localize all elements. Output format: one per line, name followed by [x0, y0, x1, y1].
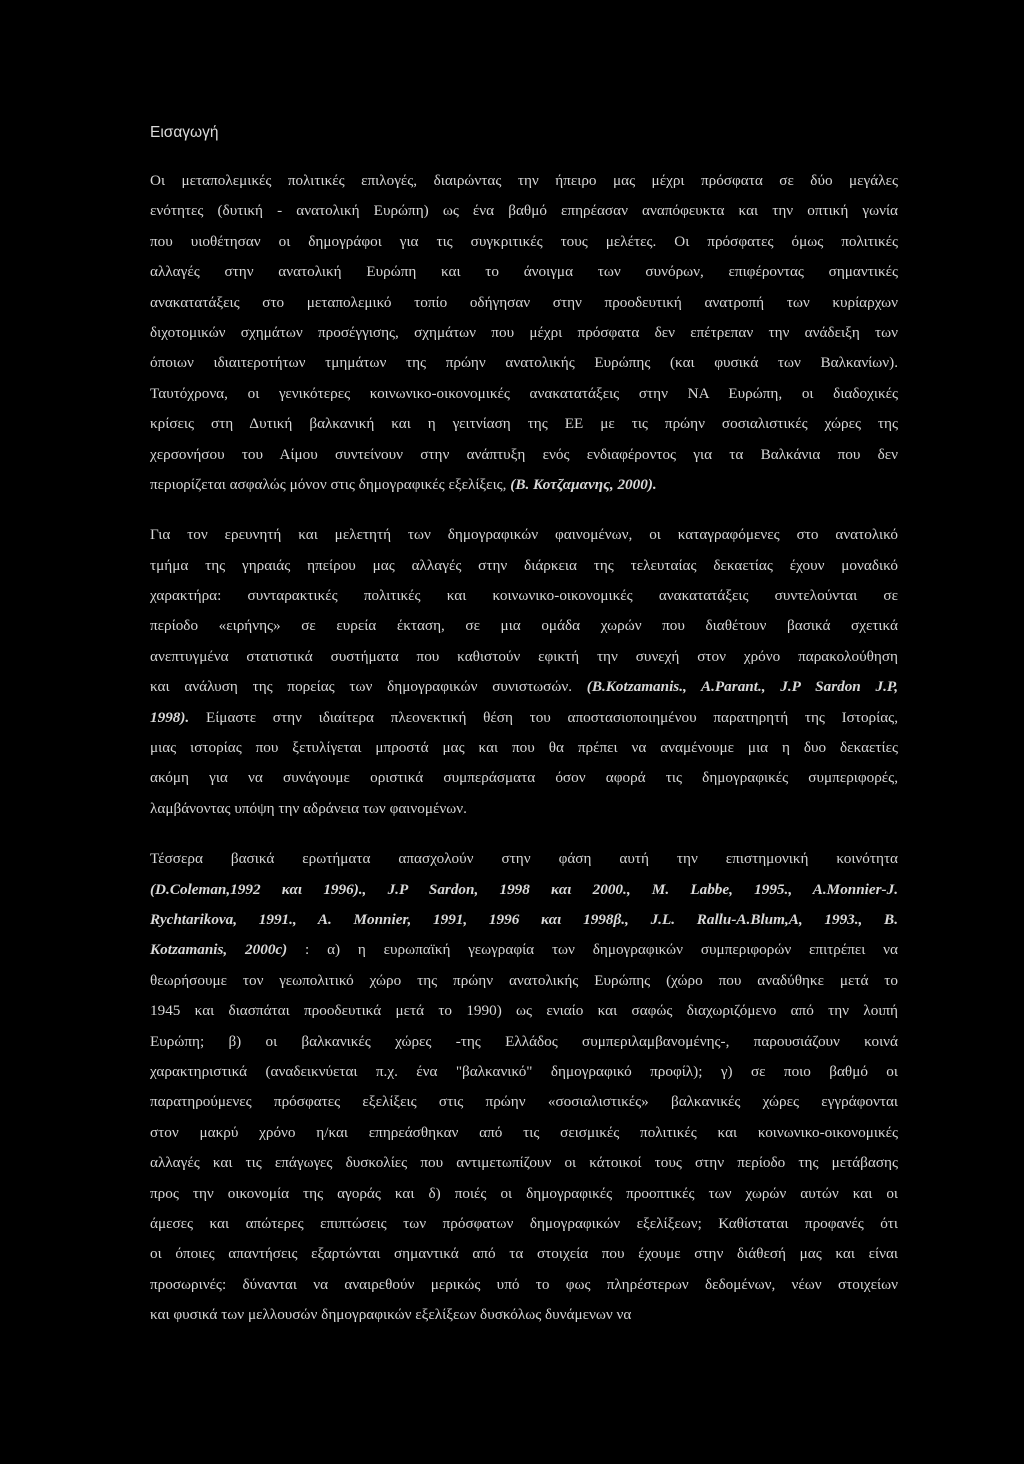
body-text: Τέσσερα βασικά ερωτήματα απασχολούν στην φάση αυτή την επιστημονική κοινότητα: [150, 850, 898, 868]
text-line: [150, 1057, 898, 1087]
text-line: [150, 257, 898, 287]
body-text: λαμβάνοντας υπόψη την αδράνεια των φαινομένων.: [150, 799, 467, 817]
page-title: Εισαγωγή: [150, 124, 219, 141]
text-line: [150, 227, 898, 257]
citation-text: Kotzamanis, 2000c): [150, 941, 288, 959]
text-line: [150, 1087, 898, 1117]
body-text: ακόμη για να συνάγουμε οριστικά συμπεράσματα όσον αφορά τις δημογραφικές συμπεριφορές,: [150, 769, 898, 787]
text-line: [150, 733, 898, 763]
body-text: προς την οικονομία της αγοράς και δ) ποιές οι δημογραφικές προοπτικές των χωρών αυτών και οι: [150, 1184, 898, 1202]
body-text: χερσονήσου του Αίμου συντείνουν στην ανάπτυξη ενός ενδιαφέροντος για τα Βαλκάνια που δεν: [150, 445, 898, 463]
body-text: και ανάλυση της πορείας των δημογραφικών συνιστωσών.: [150, 678, 587, 696]
body-text: προσωρινές: δύνανται να αναιρεθούν μερικώς υπό το φως πληρέστερων δεδομένων, νέων στοιχείων: [150, 1275, 898, 1293]
paragraph-gap: [150, 824, 898, 844]
body-text: παρατηρούμενες πρόσφατες εξελίξεις στις πρώην «σοσιαλιστικές» βαλκανικές χώρες εγγράφονται: [150, 1093, 898, 1111]
text-line: [150, 470, 898, 500]
body-text: Για τον ερευνητή και μελετητή των δημογραφικών φαινομένων, οι καταγραφόμενες στο ανατολικό: [150, 526, 898, 544]
body-text: : α) η ευρωπαϊκή γεωγραφία των δημογραφικών συμπεριφορών επιτρέπει να: [287, 941, 898, 959]
body-text: τμήμα της γηραιάς ηπείρου μας αλλαγές στην διάρκεια της τελευταίας δεκαετίας έχουν μοναδικό: [150, 556, 898, 574]
body-text: χαρακτηριστικά (αναδεικνύεται π.χ. ένα "βαλκανικό" δημογραφικό προφίλ); γ) σε ποιο βαθμό οι: [150, 1062, 898, 1080]
text-line: [150, 1118, 898, 1148]
body-text: μιας ιστορίας που ξετυλίγεται μπροστά μας και που θα πρέπει να αναμένουμε μια η δυο δεκαετίες: [150, 739, 898, 757]
text-line: [150, 703, 898, 733]
text-line: [150, 1209, 898, 1239]
body-text: όποιων ιδιαιτεροτήτων τμημάτων της πρώην ανατολικής Ευρώπης (και φυσικά των Βαλκανίων).: [150, 354, 898, 372]
text-line: [150, 642, 898, 672]
text-line: [150, 611, 898, 641]
body-text: περίοδο «ειρήνης» σε ευρεία έκταση, σε μια ομάδα χωρών που διαθέτουν βασικά σχετικά: [150, 617, 898, 635]
body-text: Ευρώπη; β) οι βαλκανικές χώρες -της Ελλάδος συμπεριλαμβανομένης-, παρουσιάζουν κοινά: [150, 1032, 898, 1050]
body-text: αλλαγές στην ανατολική Ευρώπη και το άνοιγμα των συνόρων, επιφέροντας σημαντικές: [150, 263, 898, 281]
paragraph: [150, 166, 898, 500]
citation-text: (Β. Κοτζαμανης, 2000).: [510, 475, 657, 493]
body-text: άμεσες και απώτερες επιπτώσεις των πρόσφατων δημογραφικών εξελίξεων; Καθίσταται προφανές ότι: [150, 1214, 898, 1232]
text-line: [150, 1148, 898, 1178]
body-text: στον μακρύ χρόνο η/και επηρεάσθηκαν από τις σεισμικές πολιτικές και κοινωνικο-οικονομικές: [150, 1123, 898, 1141]
body-text: περιορίζεται ασφαλώς μόνον στις δημογραφικές εξελίξεις,: [150, 475, 511, 493]
text-line: [150, 440, 898, 470]
text-line: [150, 905, 898, 935]
document-page: [150, 118, 898, 1330]
body-text: που υιοθέτησαν οι δημογράφοι για τις συγκριτικές τους μελέτες. Οι πρόσφατες όμως πολιτικές: [150, 232, 898, 250]
text-line: [150, 196, 898, 226]
text-line: [150, 672, 898, 702]
body-text: χαρακτήρα: συνταρακτικές πολιτικές και κοινωνικο-οικονομικές ανακατατάξεις συντελούνται σε: [150, 587, 898, 605]
citation-text: 1998).: [150, 708, 190, 726]
text-line: [150, 288, 898, 318]
body-text: Οι μεταπολεμικές πολιτικές επιλογές, διαιρώντας την ήπειρο μας μέχρι πρόσφατα σε δύο μεγάλες: [150, 172, 898, 189]
body-text: κρίσεις στη Δυτική βαλκανική και η γειτνίαση της ΕΕ με τις πρώην σοσιαλιστικές χώρες της: [150, 415, 898, 433]
text-line: [150, 581, 898, 611]
text-line: [150, 551, 898, 581]
body-text: Ταυτόχρονα, οι γενικότερες κοινωνικο-οικονομικές ανακατατάξεις στην ΝΑ Ευρώπη, οι διαδοχικές: [150, 384, 898, 402]
body-text: διχοτομικών σχημάτων προσέγγισης, σχημάτων που μέχρι πρόσφατα δεν επέτρεπαν την ανάδειξη των: [150, 323, 898, 341]
text-line: [150, 1270, 898, 1300]
body-text: 1945 και διασπάται προοδευτικά μετά το 1990) ως ενιαίο και σαφώς διαχωριζόμενο από την λοιπή: [150, 1002, 898, 1020]
text-line: [150, 166, 898, 196]
text-line: [150, 794, 898, 824]
text-line: [150, 318, 898, 348]
text-line: [150, 996, 898, 1026]
text-line: [150, 1027, 898, 1057]
text-line: [150, 520, 898, 550]
text-line: [150, 875, 898, 905]
text-line: [150, 348, 898, 378]
document-body: [150, 166, 898, 1330]
text-line: [150, 1300, 898, 1330]
body-text: ανεπτυγμένα στατιστικά συστήματα που καθιστούν εφικτή την συνεχή στον χρόνο παρακολούθηση: [150, 647, 898, 665]
text-line: [150, 1239, 898, 1269]
body-text: ανακατατάξεις στο μεταπολεμικό τοπίο οδήγησαν στην προοδευτική ανατροπή των κυρίαρχων: [150, 293, 898, 311]
text-line: [150, 1179, 898, 1209]
body-text: θεωρήσουμε τον γεωπολιτικό χώρο της πρώην ανατολικής Ευρώπης (χώρο που αναδύθηκε μετά το: [150, 971, 898, 989]
body-text: οι όποιες απαντήσεις εξαρτώνται σημαντικά από τα στοιχεία που έχουμε στην διάθεσή μας και είναι: [150, 1245, 898, 1263]
citation-text: (B.Kotzamanis., A.Parant., J.P Sardon J.P,: [586, 678, 898, 696]
text-line: [150, 763, 898, 793]
citation-text: Rychtarikova, 1991., A. Monnier, 1991, 1996 και 1998β., J.L. Rallu-A.Blum,A, 1993., B.: [150, 910, 898, 928]
paragraph-gap: [150, 500, 898, 520]
body-text: Είμαστε στην ιδιαίτερα πλεονεκτική θέση του αποστασιοποιημένου παρατηρητή της Ιστορίας,: [189, 708, 898, 726]
paragraph: [150, 844, 898, 1330]
text-line: [150, 935, 898, 965]
body-text: και φυσικά των μελλουσών δημογραφικών εξελίξεων δυσκόλως δυνάμενων να: [150, 1306, 632, 1324]
text-line: [150, 409, 898, 439]
text-line: [150, 379, 898, 409]
text-line: [150, 844, 898, 874]
citation-text: (D.Coleman,1992 και 1996)., J.P Sardon, 1998 και 2000., M. Labbe, 1995., A.Monnier-J.: [150, 880, 898, 898]
body-text: ενότητες (δυτική - ανατολική Ευρώπη) ως ένα βαθμό επηρέασαν αναπόφευκτα και την οπτική γωνία: [150, 202, 898, 220]
paragraph: [150, 520, 898, 824]
body-text: αλλαγές και τις επάγωγες δυσκολίες που αντιμετωπίζουν οι κάτοικοί τους στην περίοδο της μετάβασης: [150, 1154, 898, 1172]
text-line: [150, 966, 898, 996]
